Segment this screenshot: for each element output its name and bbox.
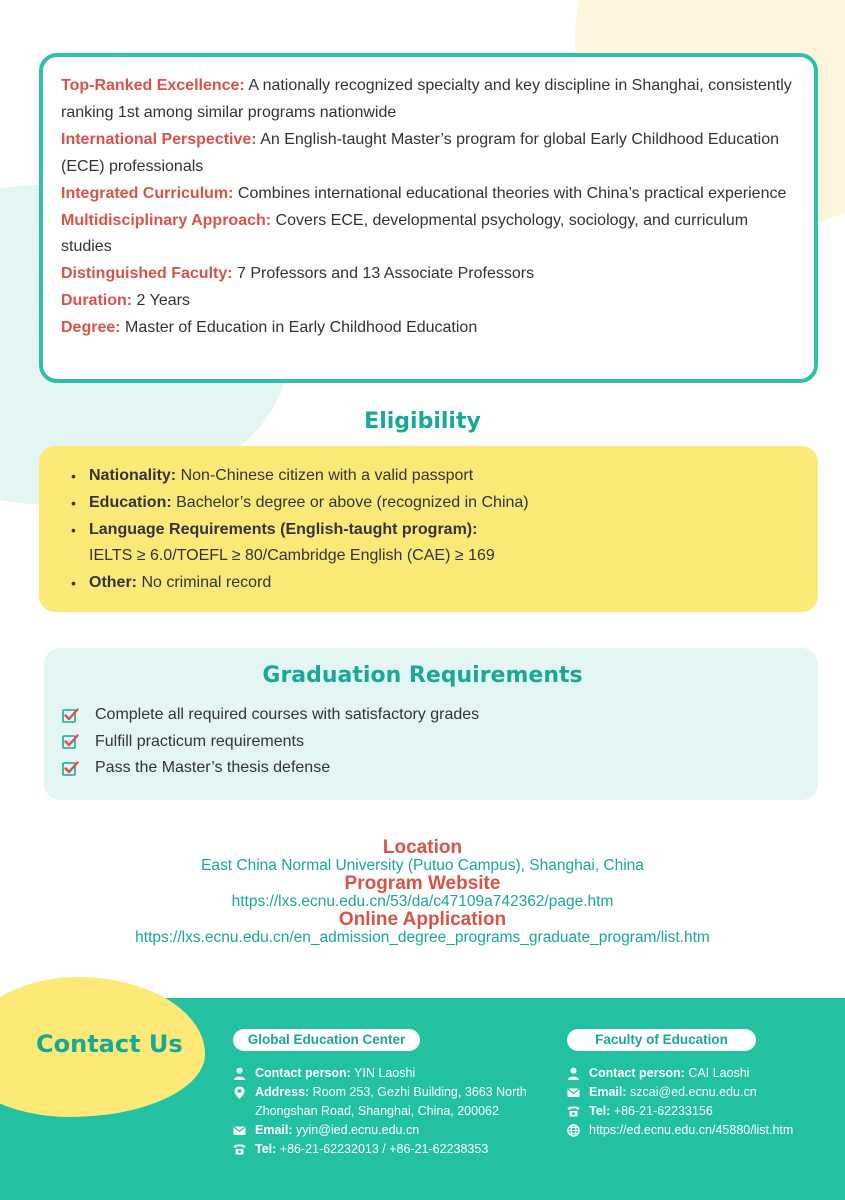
- person-icon: [233, 1067, 246, 1080]
- location-text: East China Normal University (Putuo Campus), Shanghai, China: [201, 857, 644, 874]
- highlight-item: Integrated Curriculum: Combines international educational theories with China’s practical experience: [61, 184, 787, 202]
- contact-us-title: Contact Us: [36, 1030, 183, 1058]
- eligibility-list: [69, 463, 790, 597]
- globe-icon: [567, 1124, 580, 1137]
- bullet-icon: •: [71, 521, 76, 538]
- person-icon: [567, 1067, 580, 1080]
- eligibility-item: • Nationality: Non-Chinese citizen with a valid passport: [69, 463, 790, 490]
- location-heading: Location: [382, 837, 463, 858]
- phone-icon: [567, 1105, 580, 1118]
- email-row: Email: szcai@ed.ecnu.edu.cn: [567, 1083, 837, 1102]
- website-row: https://ed.ecnu.edu.cn/45880/list.htm: [567, 1121, 837, 1140]
- website-heading: Program Website: [344, 873, 501, 894]
- phone-row: Tel: +86-21-62233156: [567, 1102, 837, 1121]
- eligibility-title: Eligibility: [364, 409, 481, 434]
- application-heading: Online Application: [338, 909, 507, 930]
- website-link[interactable]: https://lxs.ecnu.edu.cn/53/da/c47109a742362/page.htm: [231, 893, 614, 910]
- eligibility-box: [39, 446, 818, 612]
- email-row: Email: yyin@ied.ecnu.edu.cn: [233, 1121, 553, 1140]
- phone-icon: [233, 1143, 246, 1156]
- faculty-of-education-contact: [567, 1064, 837, 1140]
- highlight-item: Duration: 2 Years: [61, 292, 190, 310]
- eligibility-item: • Language Requirements (English-taught program): IELTS ≥ 6.0/TOEFL ≥ 80/Cambridge English (CAE) ≥ 169: [69, 517, 790, 571]
- eligibility-item: • Other: No criminal record: [69, 570, 790, 597]
- email-icon: [233, 1124, 246, 1137]
- email-icon: [567, 1086, 580, 1099]
- location-pin-icon: [233, 1086, 246, 1099]
- checkbox-checked-icon: [62, 733, 79, 750]
- application-link[interactable]: https://lxs.ecnu.edu.cn/en_admission_degree_programs_graduate_program/list.htm: [135, 929, 710, 946]
- graduation-title: Graduation Requirements: [262, 663, 583, 688]
- address-row: Address: Room 253, Gezhi Building, 3663 North Zhongshan Road, Shanghai, China, 200062: [233, 1083, 553, 1121]
- bullet-icon: •: [71, 494, 76, 511]
- checkbox-checked-icon: [62, 707, 79, 724]
- graduation-item: Pass the Master’s thesis defense: [62, 755, 798, 782]
- highlight-item: Degree: Master of Education in Early Childhood Education: [61, 319, 478, 337]
- phone-row: Tel: +86-21-62232013 / +86-21-62238353: [233, 1140, 553, 1159]
- contact-person-row: Contact person: CAI Laoshi: [567, 1064, 837, 1083]
- global-education-center-badge: Global Education Center: [233, 1029, 420, 1051]
- checkbox-checked-icon: [62, 760, 79, 777]
- highlight-item: Distinguished Faculty: 7 Professors and 13 Associate Professors: [61, 265, 535, 283]
- eligibility-item: • Education: Bachelor’s degree or above (recognized in China): [69, 490, 790, 517]
- contact-person-row: Contact person: YIN Laoshi: [233, 1064, 553, 1083]
- highlight-item: International Perspective: An English-taught Master’s program for global Early Childhood Education (ECE) professionals: [61, 130, 779, 175]
- highlight-item: Multidisciplinary Approach: Covers ECE, developmental psychology, sociology, and curriculum studies: [61, 211, 749, 256]
- program-highlights-card: [39, 53, 818, 383]
- graduation-item: Complete all required courses with satisfactory grades: [62, 702, 798, 729]
- faculty-of-education-badge: Faculty of Education: [567, 1029, 756, 1051]
- graduation-item: Fulfill practicum requirements: [62, 729, 798, 756]
- program-info: [0, 838, 845, 946]
- bullet-icon: •: [71, 575, 76, 592]
- bullet-icon: •: [71, 468, 76, 484]
- highlight-item: Top-Ranked Excellence: A nationally recognized specialty and key discipline in Shanghai, consistently ranking 1st among similar programs nationwide: [61, 77, 792, 121]
- global-education-contact: [233, 1064, 553, 1159]
